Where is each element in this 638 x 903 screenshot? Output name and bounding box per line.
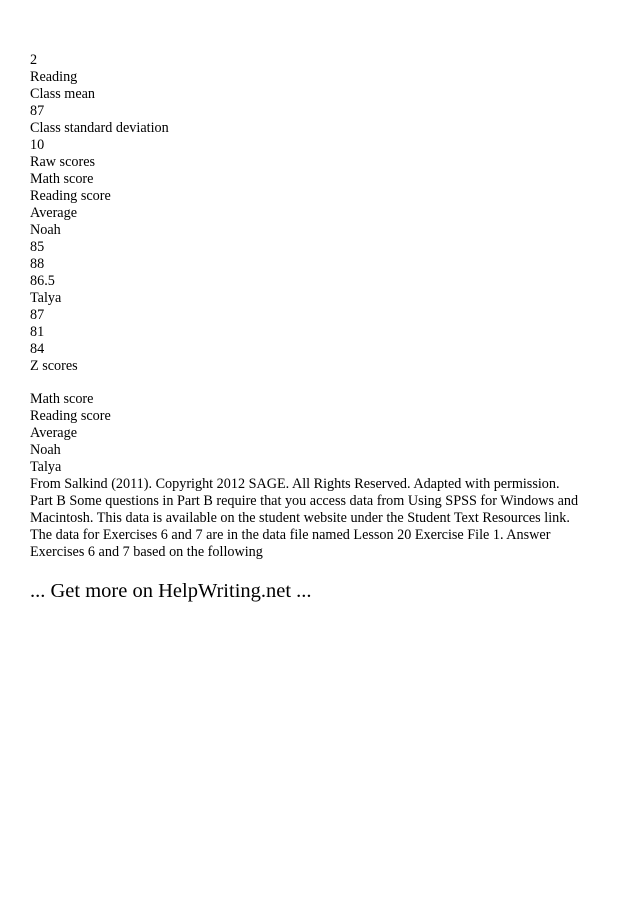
text-line: Reading score [30,408,111,424]
text-line: 88 [30,256,45,272]
get-more-link[interactable]: ... Get more on HelpWriting.net ... [30,580,312,602]
text-line: 85 [30,239,45,255]
text-line: Reading [30,69,78,85]
z-score-block [30,391,610,476]
text-line: Reading score [30,188,111,204]
text-line: 2 [30,52,38,68]
body-paragraph [30,476,610,561]
text-line: Z scores [30,358,78,374]
score-table-block [30,52,610,375]
text-line: 86.5 [30,273,55,289]
text-line: Noah [30,222,61,238]
text-line: Talya [30,459,62,475]
text-line: Noah [30,442,61,458]
text-line: Class standard deviation [30,120,169,136]
text-line: 84 [30,341,45,357]
text-line: 87 [30,307,45,323]
paragraph-line: Part B Some questions in Part B require that you access data from Using SPSS for Windows and [30,493,579,509]
text-line: Talya [30,290,62,306]
text-line: 81 [30,324,45,340]
text-line: Math score [30,391,94,407]
text-line: Average [30,425,77,441]
paragraph-line: The data for Exercises 6 and 7 are in the data file named Lesson 20 Exercise File 1. Answer [30,527,551,543]
text-line: 87 [30,103,45,119]
paragraph-line: Macintosh. This data is available on the student website under the Student Text Resources link. [30,510,570,526]
document-page [30,52,610,603]
text-line: Raw scores [30,154,96,170]
spacer [30,375,610,391]
text-line: Math score [30,171,94,187]
paragraph-line: Exercises 6 and 7 based on the following [30,544,263,560]
text-line: 10 [30,137,45,153]
text-line: Average [30,205,77,221]
text-line: Class mean [30,86,96,102]
paragraph-line: From Salkind (2011). Copyright 2012 SAGE. All Rights Reserved. Adapted with permission. [30,476,560,492]
